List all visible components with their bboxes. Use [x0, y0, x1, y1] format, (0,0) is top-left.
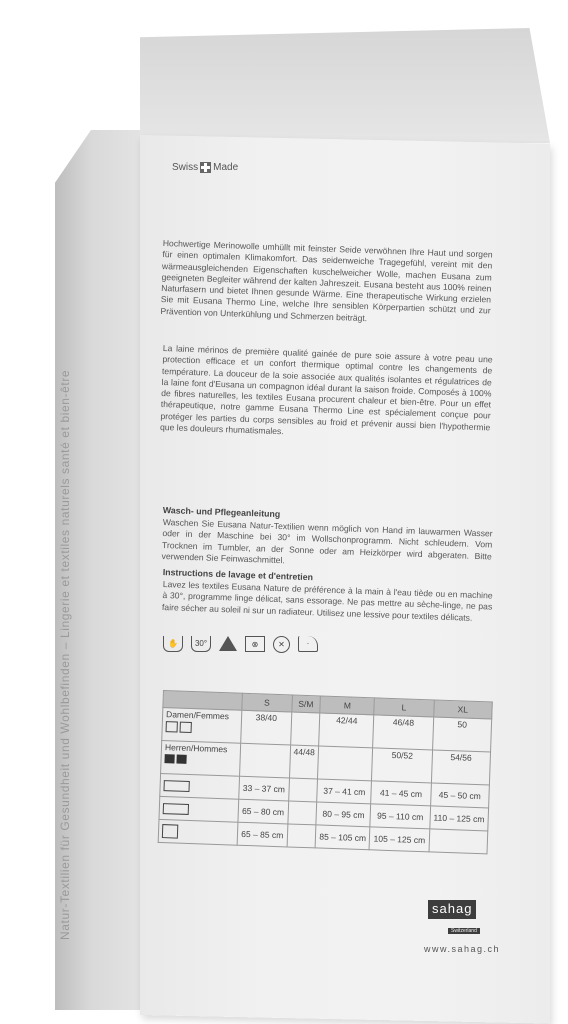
table-cell: 80 – 95 cm — [316, 802, 371, 827]
header-cell: M — [320, 696, 375, 715]
table-cell: 46/48 — [373, 715, 433, 750]
row-label: Herren/Hommes — [161, 740, 241, 776]
header-cell: S — [242, 693, 292, 712]
header-cell: XL — [433, 700, 492, 719]
table-cell — [240, 743, 291, 778]
swiss-made-mark — [172, 162, 238, 173]
row-label — [160, 773, 240, 799]
brief-icon — [180, 722, 192, 733]
sahag-logo — [428, 900, 480, 937]
care-title-german: Wasch- und Pflegeanleitung — [162, 505, 281, 520]
table-cell — [288, 778, 317, 802]
row-label — [158, 819, 238, 845]
logo-wordmark: sahag — [428, 900, 476, 919]
header-cell: S/M — [291, 695, 320, 713]
care-text-german: Waschen Sie Eusana Natur-Textilien wenn möglich von Hand im lauwarmen Wasser oder in der Maschine bei 30° im Wollschonprogramm. Nicht schleudern. Vom Trocknen im Tumbler, an der Sonne oder am Heizkörper wird abgeraten. Bitte verwenden Sie Feinwaschmittel. — [161, 517, 493, 566]
table-cell: 42/44 — [319, 713, 374, 748]
hang-tab — [140, 28, 550, 143]
table-cell: 110 – 125 cm — [429, 806, 488, 831]
table-cell: 38/40 — [241, 710, 292, 745]
care-text-french: Lavez les textiles Eusana Nature de préférence à la main à l'eau tiède ou en machine à 30°, programme linge délicat, sans essorage. Ne pas mettre au sèche-linge, ne pas faire sécher au soleil ni sur un radiateur. Utilisez une lessive pour textiles délicats. — [161, 579, 493, 623]
table-cell: 33 – 37 cm — [239, 776, 289, 801]
top-icon — [166, 721, 178, 732]
wash-30-icon — [191, 636, 211, 652]
table-cell — [287, 824, 316, 848]
description-french: La laine mérinos de première qualité gainée de pure soie assure à votre peau une protection efficace et un confort thermique optimal contre les changements de température. La douceur de la soie associée aux qualités isolantes et régulatrices de la laine font d'Eusana un compagnon idéal durant la saison froide. Composés à 100% de fibres naturelles, les textiles Eusana procurent chaleur et bien-être. Pour un effet thérapeutique, notre gamme Eusana Thermo Line est spécialement conçue pour protéger les parties du corps sensibles au froid et prévenir aussi bien l'hypothermie que les douleurs rhumatismales. — [159, 343, 493, 437]
no-tumble-dry-icon: ⊗ — [245, 636, 265, 652]
table-cell: 41 – 45 cm — [371, 781, 431, 806]
wash-temp: 30° — [194, 639, 208, 648]
table-cell — [287, 801, 316, 825]
belt-icon — [163, 803, 189, 815]
no-bleach-icon — [219, 636, 237, 651]
no-dryclean-icon: ✕ — [273, 636, 290, 653]
table-cell — [318, 746, 373, 781]
table-cell: 95 – 110 cm — [370, 804, 430, 829]
kidney-warmer-icon — [163, 780, 189, 792]
row-label — [159, 796, 239, 822]
table-cell: 105 – 125 cm — [369, 827, 429, 852]
shorts-icon — [164, 754, 174, 763]
care-title-french: Instructions de lavage et d'entretien — [162, 567, 314, 583]
website-url: www.sahag.ch — [424, 944, 501, 954]
size-table — [158, 690, 493, 854]
description-german: Hochwertige Merinowolle umhüllt mit feinster Seide verwöhnen Ihre Haut und sorgen für einen optimalen Klimakomfort. Das seidenweiche Tragegefühl, vereint mit den wärmeausgleichenden Eigenschaften kuschelweicher Wolle, machen Eusana zum geeigneten Begleiter während der kalten Jahreszeit. Eusana besteht aus 100% reinen Naturfasern und bietet Ihnen gesunde Wärme. Eine therapeutische Wirkung erzielen Sie mit Eusana Thermo Line, welche Ihre sensiblen Körperpartien schützt und zur Prävention von Unterkühlung und Schmerzen beiträgt. — [160, 238, 493, 323]
table-cell: 50 — [432, 717, 492, 752]
table-cell: 85 – 105 cm — [315, 825, 370, 850]
table-cell: 65 – 80 cm — [238, 799, 288, 824]
swiss-label: Swiss — [172, 162, 199, 173]
logo-tagline: Switzerland — [448, 928, 480, 934]
table-cell: 44/48 — [289, 745, 319, 779]
table-cell: 50/52 — [372, 748, 432, 783]
table-cell: 65 – 85 cm — [237, 822, 287, 847]
table-cell: 54/56 — [431, 750, 491, 785]
table-cell: 45 – 50 cm — [430, 783, 489, 808]
row-label: Damen/Femmes — [162, 708, 242, 744]
table-cell — [290, 712, 320, 746]
side-tagline: Natur-Textilien für Gesundheit und Wohlbefinden – Lingerie et textiles naturels santé et bien-être — [58, 369, 72, 940]
hand-wash-icon: ✋ — [163, 636, 183, 652]
swiss-cross-icon — [200, 162, 211, 173]
table-cell: 37 – 41 cm — [317, 779, 372, 804]
made-label: Made — [213, 162, 239, 173]
table-cell — [429, 829, 488, 854]
header-cell: L — [374, 698, 434, 717]
vest-icon — [162, 824, 178, 839]
care-symbols — [163, 636, 318, 653]
shirt-icon — [176, 755, 186, 764]
iron-low-icon: · — [298, 636, 318, 652]
